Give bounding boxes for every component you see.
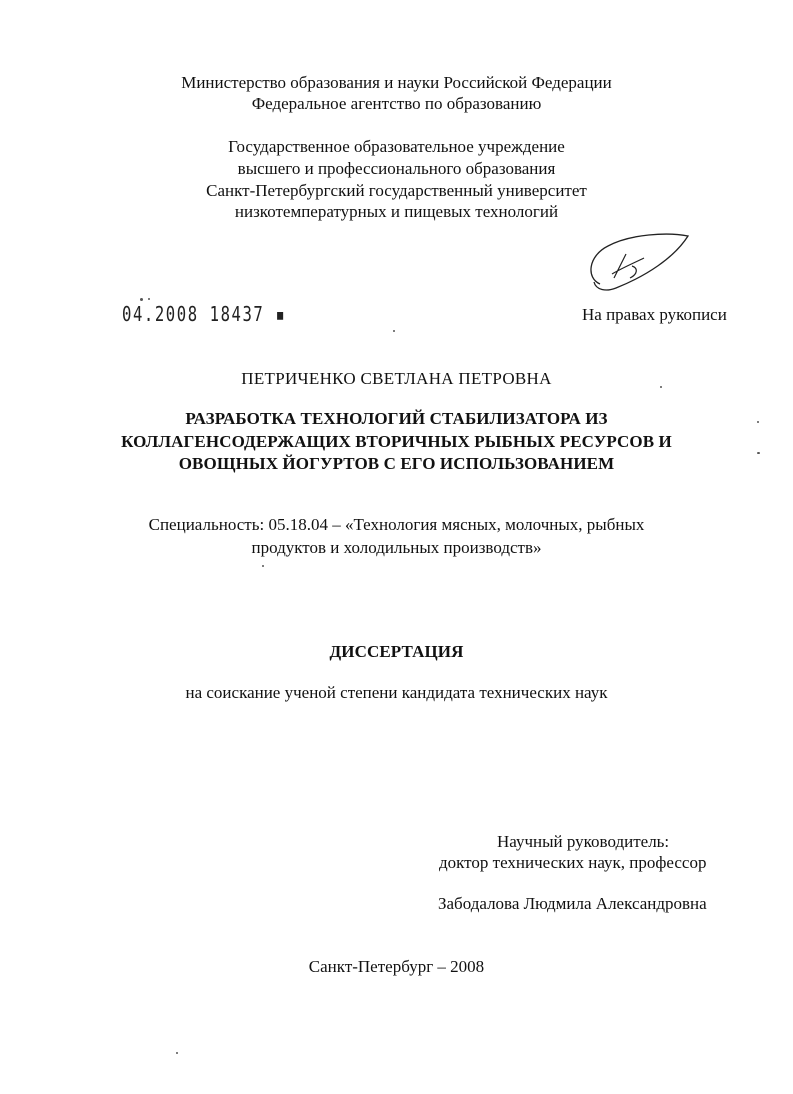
title-line-2: КОЛЛАГЕНСОДЕРЖАЩИХ ВТОРИЧНЫХ РЫБНЫХ РЕСУРСОВ И [121,432,672,451]
registry-stamp-text: 04.2008 18437 [122,302,265,326]
agency-line: Федеральное агентство по образованию [251,94,542,113]
title-line-3: ОВОЩНЫХ ЙОГУРТОВ С ЕГО ИСПОЛЬЗОВАНИЕМ [178,454,615,473]
scan-speck [148,298,150,300]
city-year: Санкт-Петербург – 2008 [308,957,485,976]
scan-speck [757,452,760,454]
scan-speck [262,565,264,567]
scan-speck [393,330,395,332]
specialty-line-1: Специальность: 05.18.04 – «Технология мясных, молочных, рыбных [148,515,645,534]
ministry-line: Министерство образования и науки Российской Федерации [181,73,612,92]
scan-speck [757,421,759,423]
stamp-dot-icon: ▪ [264,302,287,326]
institution-line-3: Санкт-Петербургский государственный университет [206,181,587,200]
title-line-1: РАЗРАБОТКА ТЕХНОЛОГИЙ СТАБИЛИЗАТОРА ИЗ [185,409,608,428]
institution-line-4: низкотемпературных и пищевых технологий [234,202,559,221]
institution-line-1: Государственное образовательное учреждение [228,137,565,156]
supervisor-label: Научный руководитель: [497,832,670,851]
supervisor-name: Забодалова Людмила Александровна [438,894,707,913]
supervisor-rank: доктор технических наук, профессор [439,853,707,872]
author-name: ПЕТРИЧЕНКО СВЕТЛАНА ПЕТРОВНА [241,369,552,388]
scan-speck [140,298,143,301]
document-type: ДИССЕРТАЦИЯ [329,642,464,661]
degree-line: на соискание ученой степени кандидата технических наук [185,683,608,702]
signature-icon [582,228,694,298]
registry-stamp [122,302,286,326]
scan-speck [660,386,662,388]
manuscript-note: На правах рукописи [582,305,727,324]
specialty-line-2: продуктов и холодильных производств» [251,538,542,557]
scan-speck [176,1052,178,1054]
institution-line-2: высшего и профессионального образования [237,159,556,178]
